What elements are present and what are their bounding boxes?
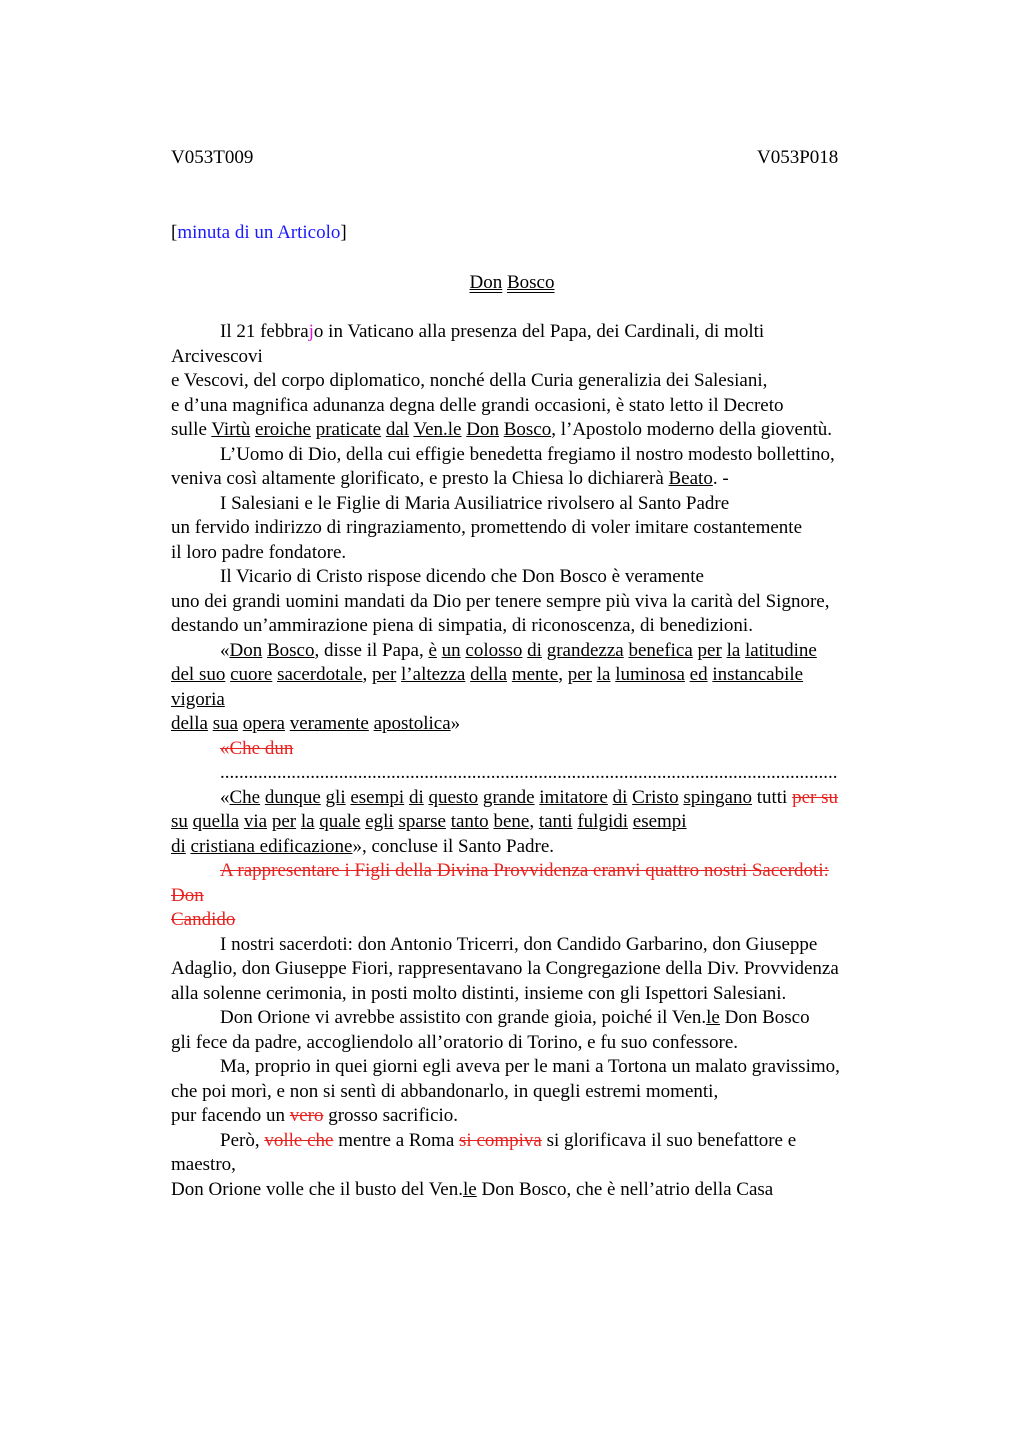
note-bracket-open: [ <box>171 222 178 243</box>
underlined-word: la <box>300 811 315 832</box>
underlined-word: veramente <box>289 713 369 734</box>
text-line: uno dei grandi uomini mandati da Dio per tenere sempre più viva la carità del Signore, <box>171 590 830 612</box>
title-word-1: Don <box>469 272 503 293</box>
text-run: grosso sacrificio. <box>323 1105 459 1126</box>
underlined-word: Ven.le <box>413 419 462 440</box>
text-run: , <box>558 664 563 685</box>
underlined-word: Cristo <box>632 786 679 808</box>
text-line <box>171 786 911 811</box>
text-line <box>171 835 911 860</box>
underlined-word: l’altezza <box>401 664 466 685</box>
text-run: », concluse il Santo Padre. <box>352 835 555 857</box>
underlined-word: esempi <box>632 811 687 832</box>
underlined-word: sparse <box>398 811 446 832</box>
underlined-word: su <box>171 811 188 832</box>
underlined-word: di <box>612 786 628 808</box>
text-run: , disse il Papa, <box>314 639 424 661</box>
text-line: Ma, proprio in quei giorni egli aveva per le mani a Tortona un malato gravissimo, <box>220 1056 840 1077</box>
underlined-word: spingano <box>683 786 752 808</box>
text-run: , <box>362 664 368 685</box>
underlined-word: dal <box>385 419 410 440</box>
underlined-word: egli <box>365 811 394 832</box>
text-line: che poi morì, e non si sentì di abbandonarlo, in quegli estremi momenti, <box>171 1080 719 1102</box>
text-line <box>171 467 911 492</box>
underlined-word: esempi <box>350 786 405 808</box>
text-line: Arcivescovi <box>171 345 263 367</box>
underlined-word: del suo <box>171 664 226 685</box>
underlined-word: imitatore <box>539 786 608 808</box>
text-line <box>171 1006 911 1031</box>
article-title <box>0 272 1024 294</box>
text-line <box>171 810 911 835</box>
text-line <box>171 663 911 688</box>
underlined-word: Virtù <box>211 419 251 440</box>
text-run: pur facendo un <box>171 1105 290 1126</box>
underlined-word: eroiche <box>255 419 311 440</box>
text-line <box>171 859 911 884</box>
text-line: e d’una magnifica adunanza degna delle grandi occasioni, è stato letto il Decreto <box>171 394 784 416</box>
deleted-text: per su <box>792 786 838 808</box>
text-run: Però, <box>220 1129 265 1151</box>
text-run: Don Orione volle che il busto del Ven. <box>171 1178 463 1200</box>
underlined-word: sacerdotale <box>277 664 363 685</box>
underlined-word: grandezza <box>546 639 624 661</box>
underlined-word: instancabile <box>712 664 804 685</box>
underlined-word: Beato <box>668 468 713 489</box>
text-line <box>171 1129 911 1154</box>
underlined-word: della <box>470 664 508 685</box>
underlined-word: per <box>697 639 722 661</box>
underlined-word: cristiana edificazione <box>190 835 353 857</box>
underlined-word: la <box>726 639 741 661</box>
text-run: Don Bosco, che è nell’atrio della Casa <box>476 1178 774 1200</box>
text-run: « <box>220 786 230 808</box>
text-run: . - <box>712 468 729 489</box>
underlined-word: per <box>372 664 397 685</box>
underlined-word: dunque <box>264 786 321 808</box>
text-line: un fervido indirizzo di ringraziamento, promettendo di voler imitare costantemente <box>171 517 803 538</box>
text-run: sulle <box>171 419 207 440</box>
underlined-word: un <box>441 639 461 661</box>
article-body <box>171 320 911 1202</box>
note-bracket-close: ] <box>340 222 347 243</box>
text-line: alla solenne cerimonia, in posti molto distinti, insieme con gli Ispettori Salesiani. <box>171 982 787 1004</box>
text-run: Don Orione vi avrebbe assistito con grande gioia, poiché il Ven. <box>220 1007 707 1028</box>
inserted-letter: j <box>308 321 314 342</box>
text-run: veniva così altamente glorificato, e presto la Chiesa lo dichiarerà <box>171 468 664 489</box>
underlined-word: via <box>243 811 268 832</box>
text-line: I Salesiani e le Figlie di Maria Ausiliatrice rivolsero al Santo Padre <box>220 492 730 514</box>
underlined-word: luminosa <box>615 664 685 685</box>
underlined-word: per <box>567 664 593 685</box>
text-run: si glorificava il suo benefattore e <box>541 1129 797 1151</box>
text-line <box>171 320 911 345</box>
underlined-word: opera <box>242 713 285 734</box>
underlined-word: mente <box>511 664 559 685</box>
text-run: » <box>450 713 461 734</box>
underlined-word: di <box>408 786 424 808</box>
text-run: Il 21 febbra <box>220 321 309 342</box>
underlined-word: praticate <box>315 419 382 440</box>
underlined-word: la <box>596 664 611 685</box>
text-line <box>171 908 911 933</box>
text-line <box>171 418 911 443</box>
underlined-word: per <box>271 811 297 832</box>
underlined-word: colosso <box>465 639 523 661</box>
underlined-word: della <box>171 713 208 734</box>
underlined-word: benefica <box>628 639 693 661</box>
underlined-word: Bosco <box>266 639 315 661</box>
underlined-word: tanto <box>450 811 489 832</box>
text-line: maestro, <box>171 1154 236 1175</box>
text-line: I nostri sacerdoti: don Antonio Tricerri, don Candido Garbarino, don Giuseppe <box>220 933 818 955</box>
underlined-word: bene <box>493 811 530 832</box>
title-word-2: Bosco <box>506 272 555 293</box>
underlined-word: di <box>527 639 542 661</box>
underlined-word: apostolica <box>373 713 451 734</box>
deleted-text: si compiva <box>459 1129 542 1151</box>
underlined-word: vigoria <box>171 688 225 710</box>
underlined-word: gli <box>325 786 346 808</box>
text-run: « <box>220 639 230 661</box>
text-line <box>171 737 911 762</box>
text-line <box>171 1178 911 1203</box>
underlined-word: cuore <box>230 664 273 685</box>
deleted-text: volle che <box>264 1129 334 1151</box>
text-line: L’Uomo di Dio, della cui effigie benedetta fregiamo il nostro modesto bollettino, <box>220 443 835 465</box>
text-line <box>171 712 911 737</box>
underlined-word: questo <box>428 786 479 808</box>
text-line <box>171 688 911 713</box>
underlined-word: grande <box>482 786 535 808</box>
underlined-word: le <box>706 1007 720 1028</box>
text-line: Il Vicario di Cristo rispose dicendo che Don Bosco è veramente <box>220 566 704 587</box>
text-line: il loro padre fondatore. <box>171 541 347 563</box>
text-run: mentre a Roma <box>333 1129 460 1151</box>
text-run: o in Vaticano alla presenza del Papa, dei Cardinali, di molti <box>313 321 765 342</box>
editorial-note <box>171 222 347 244</box>
text-line: Adaglio, don Giuseppe Fiori, rappresentavano la Congregazione della Div. Provvidenza <box>171 958 839 979</box>
underlined-word: quella <box>192 811 240 832</box>
underlined-word: di <box>171 835 186 857</box>
deleted-text: A rappresentare i Figli della Divina Provvidenza eranvi quattro nostri Sacerdoti: <box>220 860 829 881</box>
underlined-word: tanti <box>538 811 573 832</box>
underlined-word: fulgidi <box>577 811 629 832</box>
dotted-separator: .................................................................................................................................. <box>220 762 838 783</box>
note-text: minuta di un Articolo <box>177 222 341 243</box>
text-line <box>171 884 911 909</box>
underlined-word: è <box>428 639 437 661</box>
underlined-word: Don <box>229 639 263 661</box>
underlined-word: ed <box>689 664 708 685</box>
underlined-word: Che <box>229 786 261 808</box>
text-run: , l’Apostolo moderno della gioventù. <box>551 419 832 440</box>
text-line: destando un’ammirazione piena di simpatia, di riconoscenza, di benedizioni. <box>171 615 753 636</box>
header-right-code: V053P018 <box>757 147 839 168</box>
text-run: , <box>529 811 535 832</box>
deleted-text: Candido <box>171 909 236 930</box>
underlined-word: le <box>463 1178 477 1200</box>
underlined-word: latitudine <box>745 639 817 661</box>
deleted-text: Don <box>171 884 204 906</box>
underlined-word: quale <box>319 811 361 832</box>
header-left-code: V053T009 <box>171 147 254 168</box>
underlined-word: Bosco <box>503 419 552 440</box>
text-run: tutti <box>756 786 788 808</box>
text-run: Don Bosco <box>719 1007 810 1028</box>
deleted-text: «Che dun <box>220 737 294 759</box>
deleted-text: vero <box>289 1105 324 1126</box>
text-line <box>171 639 911 664</box>
text-line: gli fece da padre, accogliendolo all’oratorio di Torino, e fu suo confessore. <box>171 1031 739 1053</box>
text-line <box>171 1104 911 1129</box>
underlined-word: sua <box>212 713 239 734</box>
text-line: e Vescovi, del corpo diplomatico, nonché della Curia generalizia dei Salesiani, <box>171 370 768 391</box>
underlined-word: Don <box>466 419 499 440</box>
